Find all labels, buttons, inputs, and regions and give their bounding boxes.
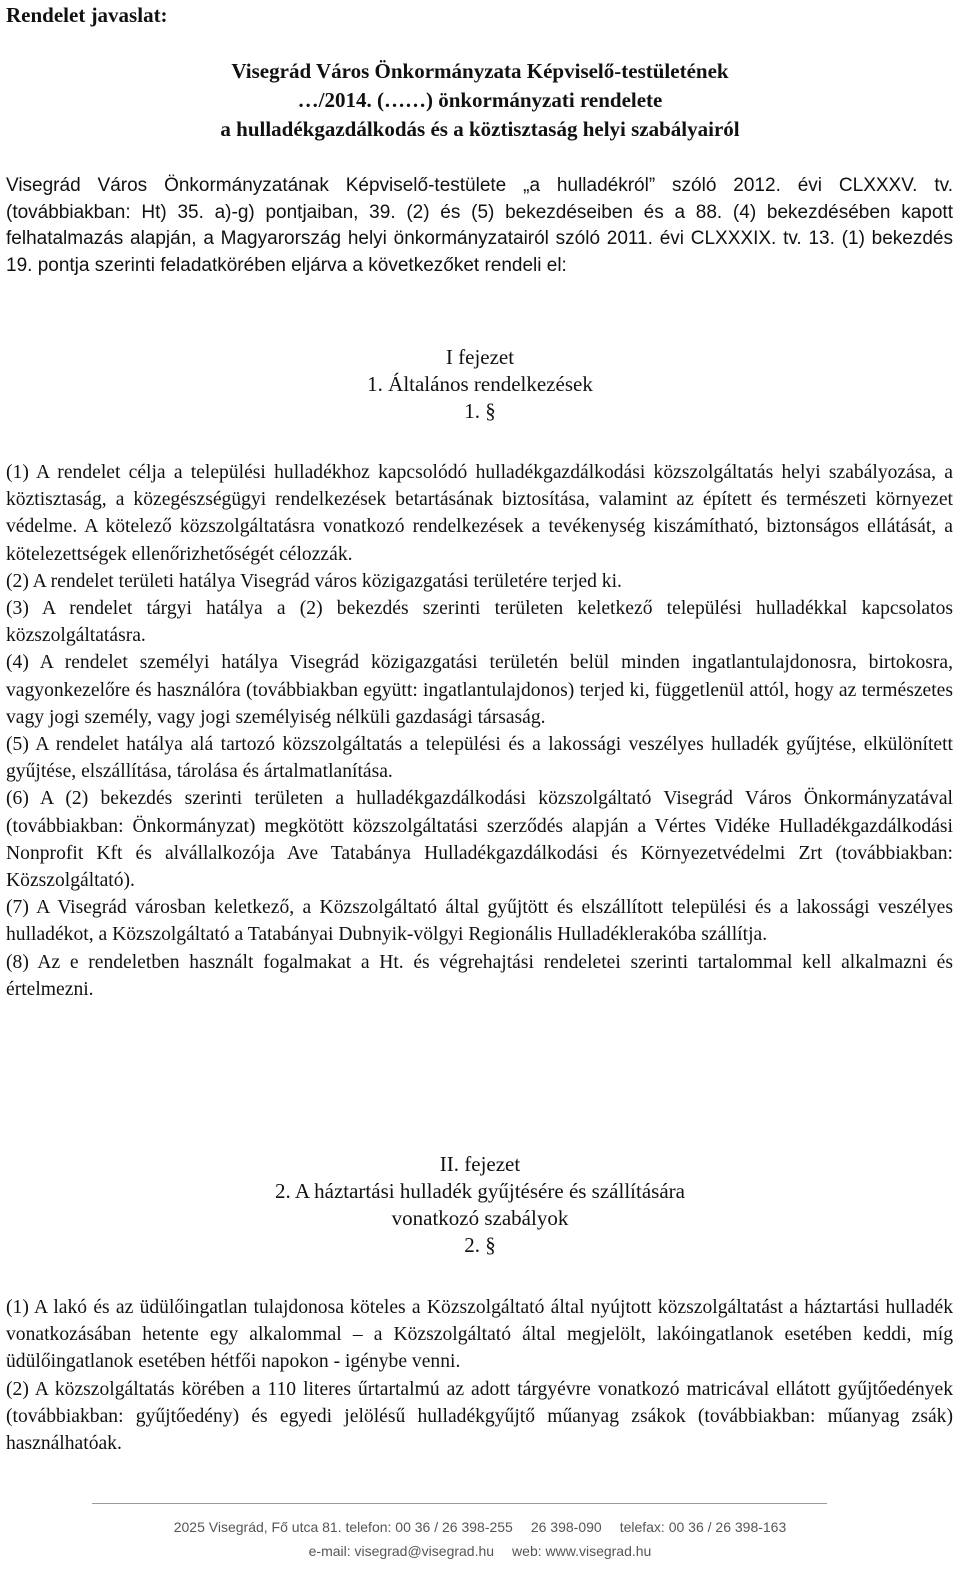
chapter-2-title-line-1: 2. A háztartási hulladék gyűjtésére és szállítására (275, 1179, 685, 1203)
footer-fax: telefax: 00 36 / 26 398-163 (619, 1519, 787, 1535)
title-line-2: …/2014. (……) önkormányzati rendelete (297, 88, 663, 112)
title-line-1: Visegrád Város Önkormányzata Képviselő-testületének (231, 59, 729, 83)
section-1-paragraph-6: (6) A (2) bekezdés szerinti területen a hulladékgazdálkodási közszolgáltató Visegrád Város Önkormányzatával (továbbiakban: Önkormányzat) megkötött közszolgáltatási szerződés alapján a Vértes Vidéke Hulladékgazdálkodási Nonprofit Kft és alvállalkozója Ave Tatabánya Hulladékgazdálkodási és Környezetvédelmi Zrt (továbbiakban: Közszolgáltató). (6, 788, 953, 892)
section-1-paragraph-5: (5) A rendelet hatálya alá tartozó közszolgáltatás a települési és a lakossági veszélyes hulladék gyűjtése, elkülönített gyűjtése, elszállítása, tárolása és ártalmatlanítása. (6, 734, 953, 783)
footer-divider (92, 1503, 827, 1504)
section-2-paragraph-2: (2) A közszolgáltatás körében a 110 literes űrtartalmú az adott tárgyévre vonatkozó matricával ellátott gyűjtőedények (továbbiakban: gyűjtőedény) és egyedi jelölésű hulladékgyűjtő műanyag zsákok (továbbiakban: műanyag zsák) használhatóak. (6, 1378, 953, 1455)
chapter-1-heading (0, 344, 960, 425)
footer-online-line (0, 1539, 960, 1563)
chapter-2-number: II. fejezet (439, 1152, 521, 1176)
footer-web[interactable]: web: www.visegrad.hu (512, 1543, 652, 1559)
chapter-2-title-line-2: vonatkozó szabályok (391, 1206, 569, 1230)
letterhead-footer (0, 1515, 960, 1563)
section-2-body (6, 1294, 953, 1457)
section-2-number: 2. § (464, 1233, 496, 1257)
section-1-paragraph-3: (3) A rendelet tárgyi hatálya a (2) bekezdés szerinti területen keletkező települési hulladékkal kapcsolatos közszolgáltatásra. (6, 598, 953, 647)
section-1-paragraph-8: (8) Az e rendeletben használt fogalmakat a Ht. és végrehajtási rendeletei szerinti tartalommal kell alkalmazni és értelmezni. (6, 951, 953, 1000)
section-2-paragraph-1: (1) A lakó és az üdülőingatlan tulajdonosa köteles a Közszolgáltató által nyújtott közszolgáltatást a háztartási hulladék vonatkozásában hetente egy alkalommal – a Közszolgáltató által megjelölt, lakóingatlanok esetében keddi, míg üdülőingatlanok esetében hétfői napokon - igénybe venni. (6, 1297, 953, 1373)
section-1-paragraph-4: (4) A rendelet személyi hatálya Visegrád közigazgatási területén belül minden ingatlantulajdonosra, birtokosra, vagyonkezelőre és használóra (továbbiakban együtt: ingatlantulajdonos) terjed ki, függetlenül attól, hogy az természetes vagy jogi személy, vagy jogi személyiség nélküli gazdasági társaság. (6, 652, 953, 728)
section-1-paragraph-1: (1) A rendelet célja a települési hulladékhoz kapcsolódó hulladékgazdálkodási közszolgáltatás helyi szabályozása, a köztisztaság, a közegészségügyi rendelkezések betartásának biztosítása, valamint az épített és természeti környezet védelme. A kötelező közszolgáltatásra vonatkozó rendelkezések a tevékenység kiszámítható, biztonságos ellátását, a kötelezettségek ellenőrizhetőségét célozzák. (6, 462, 953, 565)
title-line-3: a hulladékgazdálkodás és a köztisztaság helyi szabályairól (220, 117, 740, 141)
document-label: Rendelet javaslat: (6, 3, 168, 27)
section-1-body (6, 459, 953, 1003)
chapter-1-number: I fejezet (445, 345, 515, 369)
footer-address: 2025 Visegrád, Fő utca 81. telefon: 00 36 / 26 398-255 (173, 1519, 513, 1535)
section-1-number: 1. § (464, 399, 496, 423)
footer-email[interactable]: e-mail: visegrad@visegrad.hu (308, 1543, 495, 1559)
regulation-title (0, 57, 960, 144)
chapter-1-title: 1. Általános rendelkezések (367, 372, 593, 396)
footer-phone-2: 26 398-090 (530, 1519, 602, 1535)
section-1-paragraph-7: (7) A Visegrád városban keletkező, a Közszolgáltató által gyűjtött és elszállított települési és a lakossági veszélyes hulladékot, a Közszolgáltató a Tatabányai Dubnyik-völgyi Regionális Hulladéklerakóba szállítja. (6, 897, 953, 946)
chapter-2-heading (0, 1151, 960, 1259)
section-1-paragraph-2: (2) A rendelet területi hatálya Visegrád város közigazgatási területére terjed ki. (6, 570, 622, 592)
preamble-paragraph: Visegrád Város Önkormányzatának Képviselő-testülete „a hulladékról” szóló 2012. évi CLXXXV. tv. (továbbiakban: Ht) 35. a)-g) pontjaiban, 39. (2) és (5) bekezdéseiben és a 88. (4) bekezdésében kapott felhatalmazás alapján, a Magyarország helyi önkormányzatairól szóló 2011. évi CLXXXIX. tv. 13. (1) bekezdés 19. pontja szerinti feladatkörében eljárva a következőket rendeli el: (6, 175, 953, 276)
footer-contact-line (0, 1515, 960, 1539)
